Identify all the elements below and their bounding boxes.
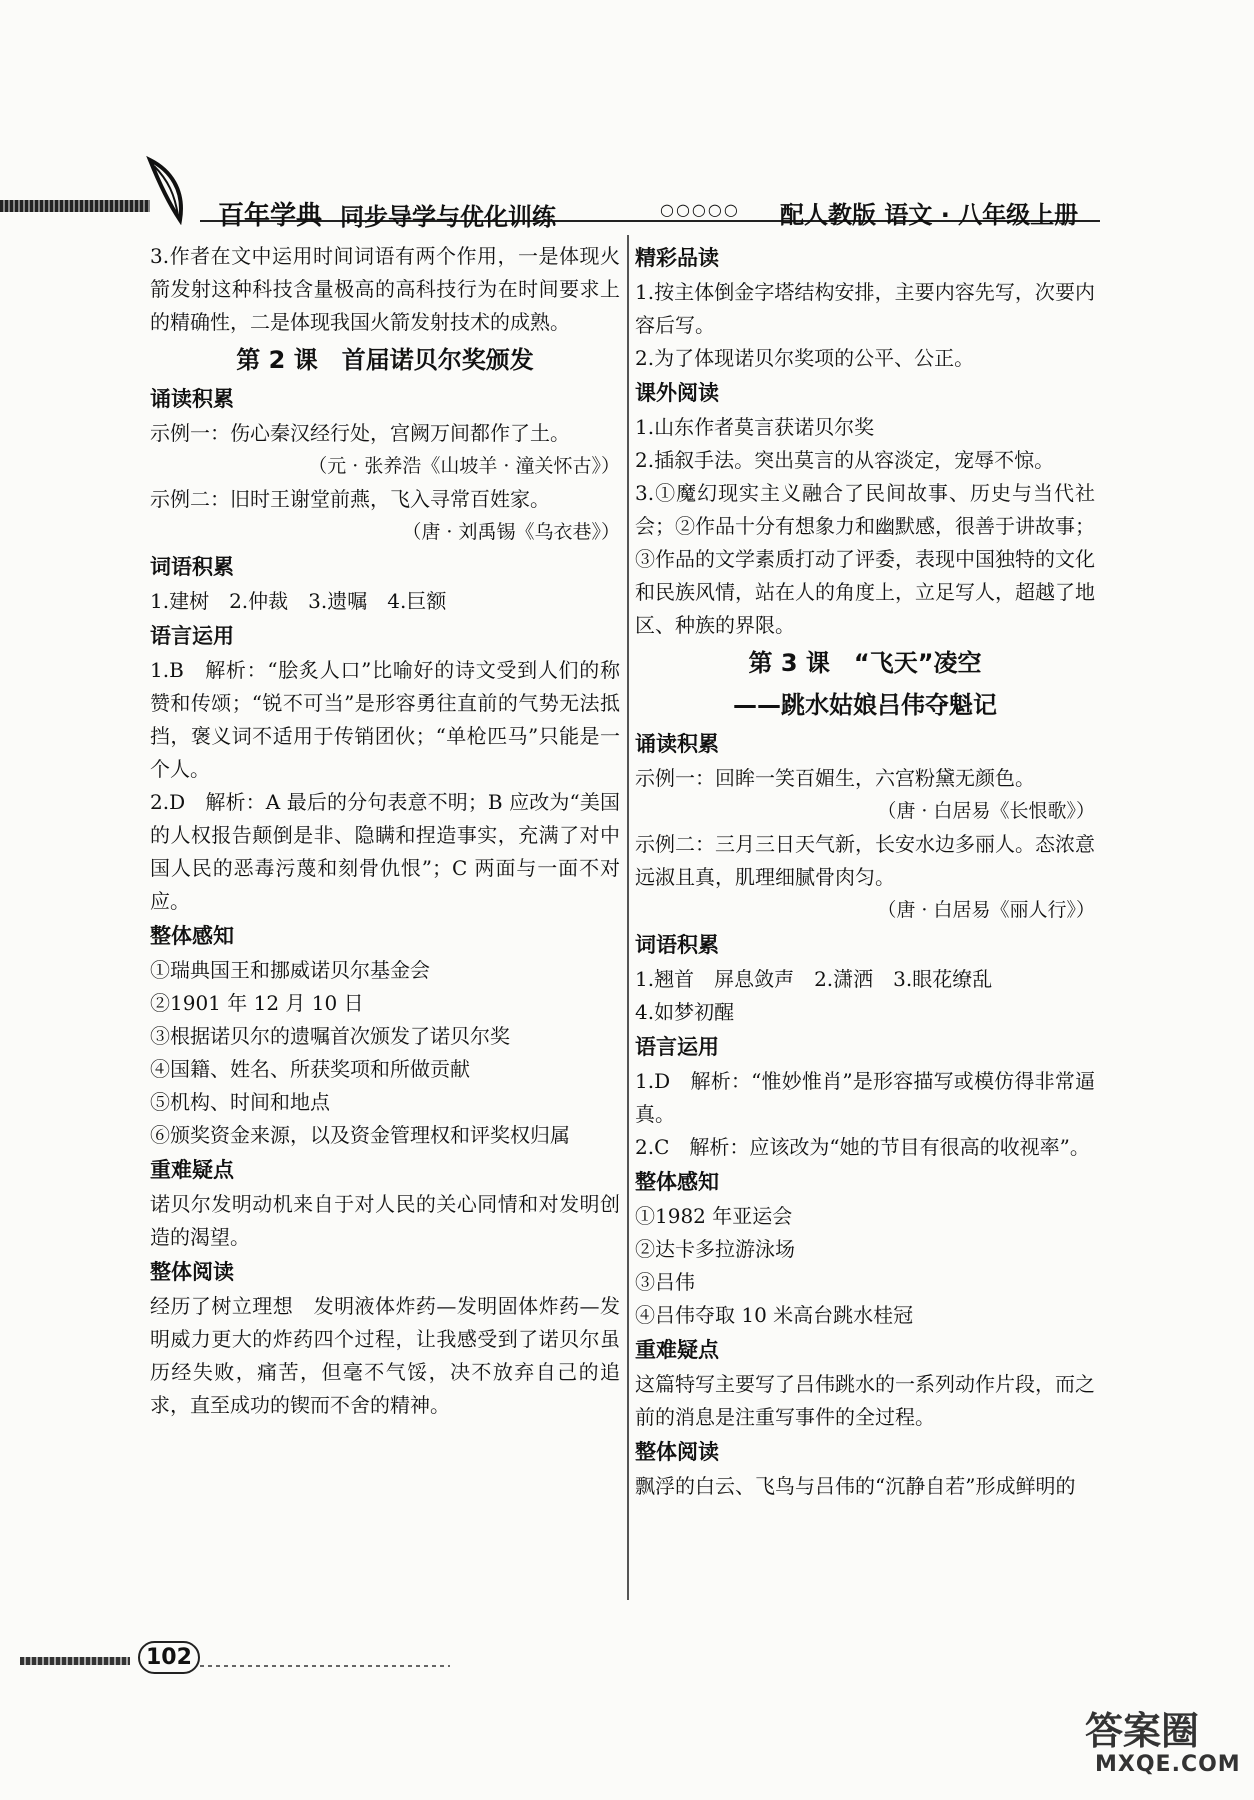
series-subtitle: 同步导学与优化训练 (340, 203, 556, 231)
section-heading: 精彩品读 (635, 246, 719, 270)
section-heading: 重难疑点 (150, 1158, 234, 1182)
watermark-text: 答案圈 (1085, 1709, 1200, 1753)
paragraph: ①1982 年亚运会 (635, 1204, 793, 1228)
paragraph: ⑤机构、时间和地点 (150, 1090, 330, 1114)
header-dots: ○○○○○ (660, 200, 740, 219)
section-heading: 诵读积累 (635, 732, 719, 756)
paragraph: 4.如梦初醒 (635, 1000, 735, 1024)
paragraph: ①瑞典国王和挪威诺贝尔基金会 (150, 958, 430, 982)
paragraph: ②1901 年 12 月 10 日 (150, 991, 364, 1015)
paragraph: 示例二：三月三日天气新，长安水边多丽人。态浓意远淑且真，肌理细腻骨肉匀。 (635, 832, 1095, 889)
paragraph: 3.作者在文中运用时间词语有两个作用，一是体现火箭发射这种科技含量极高的高科技行为在时间要求上的精确性，二是体现我国火箭发射技术的成熟。 (150, 244, 620, 334)
footer-rule (20, 1657, 130, 1665)
quote-source: （唐 · 刘禹锡《乌衣巷》） (402, 521, 620, 543)
paragraph: 2.C 解析：应该改为“她的节目有很高的收视率”。 (635, 1135, 1090, 1159)
section-heading: 诵读积累 (150, 387, 234, 411)
paragraph: 诺贝尔发明动机来自于对人民的关心同情和对发明创造的渴望。 (150, 1192, 620, 1249)
left-column (150, 240, 620, 1422)
column-divider (627, 235, 629, 1600)
section-heading: 语言运用 (635, 1035, 719, 1059)
section-heading: 词语积累 (150, 555, 234, 579)
right-column (635, 240, 1095, 1503)
paragraph: 2.插叙手法。突出莫言的从容淡定，宠辱不惊。 (635, 448, 1055, 472)
section-heading: 课外阅读 (635, 381, 719, 405)
paragraph: 飘浮的白云、飞鸟与吕伟的“沉静自若”形成鲜明的 (635, 1474, 1076, 1498)
section-heading: 整体感知 (150, 924, 234, 948)
page-number: 102 (138, 1641, 200, 1674)
watermark-logo (1085, 1700, 1245, 1790)
paragraph: 1.B 解析：“脍炙人口”比喻好的诗文受到人们的称赞和传颂；“锐不可当”是形容勇往直前的气势无法抵挡，褒义词不适用于传销团伙；“单枪匹马”只能是一个人。 (150, 658, 620, 781)
paragraph: 1.按主体倒金字塔结构安排，主要内容先写，次要内容后写。 (635, 280, 1095, 337)
section-heading: 整体阅读 (150, 1260, 234, 1284)
section-heading: 重难疑点 (635, 1338, 719, 1362)
paragraph: 1.山东作者莫言获诺贝尔奖 (635, 415, 875, 439)
paragraph: 3.①魔幻现实主义融合了民间故事、历史与当代社会；②作品十分有想象力和幽默感，很善于讲故事；③作品的文学素质打动了评委，表现中国独特的文化和民族风情，站在人的角度上，立足写人，超越了地区、种族的界限。 (635, 481, 1095, 637)
paragraph: ③吕伟 (635, 1270, 695, 1294)
edition-label: 配人教版 语文 · 八年级上册 (780, 201, 1079, 229)
quote-source: （唐 · 白居易《丽人行》） (877, 899, 1095, 921)
page-footer (0, 1635, 1254, 1695)
paragraph: 1.D 解析：“惟妙惟肖”是形容描写或模仿得非常逼真。 (635, 1069, 1095, 1126)
paragraph: ③根据诺贝尔的遗嘱首次颁发了诺贝尔奖 (150, 1024, 510, 1048)
lesson-title: 第 2 课 首届诺贝尔奖颁发 (236, 346, 534, 374)
page-header (0, 150, 1254, 230)
footer-dashes (200, 1665, 450, 1667)
section-heading: 词语积累 (635, 933, 719, 957)
paragraph: 示例一：回眸一笑百媚生，六宫粉黛无颜色。 (635, 766, 1035, 790)
quote-source: （元 · 张养浩《山坡羊 · 潼关怀古》） (308, 455, 620, 477)
lesson-title: ——跳水姑娘吕伟夺魁记 (733, 691, 997, 719)
paragraph: 示例二：旧时王谢堂前燕，飞入寻常百姓家。 (150, 487, 550, 511)
quill-logo-icon (140, 150, 200, 225)
section-heading: 语言运用 (150, 624, 234, 648)
brand-name: 百年学典 (218, 201, 323, 231)
paragraph: ④国籍、姓名、所获奖项和所做贡献 (150, 1057, 470, 1081)
section-heading: 整体感知 (635, 1170, 719, 1194)
paragraph: ②达卡多拉游泳场 (635, 1237, 795, 1261)
paragraph: ⑥颁奖资金来源，以及资金管理权和评奖权归属 (150, 1123, 570, 1147)
quote-source: （唐 · 白居易《长恨歌》） (877, 800, 1095, 822)
paragraph: 1.建树 2.仲裁 3.遗嘱 4.巨额 (150, 589, 447, 613)
paragraph: 2.D 解析：A 最后的分句表意不明；B 应改为“美国的人权报告颠倒是非、隐瞒和捏造事实，充满了对中国人民的恶毒污蔑和刻骨仇恨”；C 两面与一面不对应。 (150, 790, 620, 913)
section-heading: 整体阅读 (635, 1440, 719, 1464)
paragraph: ④吕伟夺取 10 米高台跳水桂冠 (635, 1303, 914, 1327)
paragraph: 示例一：伤心秦汉经行处，宫阙万间都作了土。 (150, 421, 570, 445)
paragraph: 2.为了体现诺贝尔奖项的公平、公正。 (635, 346, 975, 370)
header-rule-left (0, 200, 150, 212)
watermark-url: MXQE.COM (1095, 1752, 1241, 1777)
lesson-title: 第 3 课 “飞天”凌空 (748, 649, 982, 677)
paragraph: 这篇特写主要写了吕伟跳水的一系列动作片段，而之前的消息是注重写事件的全过程。 (635, 1372, 1095, 1429)
paragraph: 1.翘首 屏息敛声 2.潇洒 3.眼花缭乱 (635, 967, 993, 991)
paragraph: 经历了树立理想 发明液体炸药—发明固体炸药—发明威力更大的炸药四个过程，让我感受到了诺贝尔虽历经失败，痛苦，但毫不气馁，决不放弃自己的追求，直至成功的锲而不舍的精神。 (150, 1294, 620, 1417)
